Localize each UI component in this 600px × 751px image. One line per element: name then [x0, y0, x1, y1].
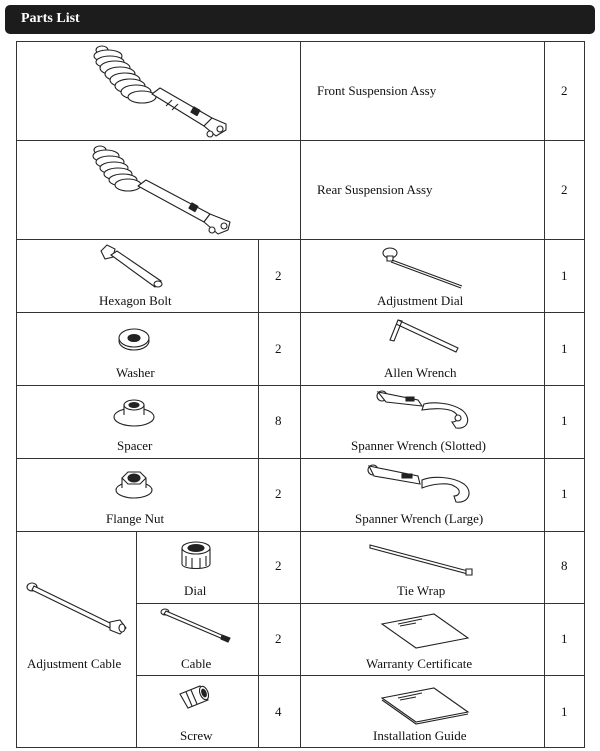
- part-name: Adjustment Cable: [27, 656, 122, 671]
- part-quantity: 1: [561, 486, 568, 501]
- part-quantity: 2: [275, 558, 282, 573]
- front-suspension-icon: [80, 42, 240, 140]
- large-spanner-icon: [364, 462, 476, 506]
- part-name: Washer: [116, 365, 155, 380]
- part-name: Hexagon Bolt: [99, 293, 172, 308]
- part-name: Spanner Wrench (Large): [355, 511, 484, 526]
- dial-icon: [176, 536, 216, 576]
- part-name: Tie Wrap: [397, 583, 446, 598]
- adjustment-cable-icon: [24, 578, 130, 638]
- washer-icon: [114, 325, 154, 353]
- screw-icon: [176, 684, 216, 714]
- adjustment-dial-icon: [378, 244, 468, 292]
- installation-guide-icon: [378, 684, 470, 724]
- part-name: Front Suspension Assy: [317, 83, 437, 98]
- rear-suspension-icon: [80, 142, 240, 240]
- part-quantity: 2: [275, 268, 282, 283]
- flange-nut-icon: [112, 466, 156, 502]
- part-quantity: 2: [561, 182, 568, 197]
- tie-wrap-icon: [368, 543, 478, 579]
- part-name: Warranty Certificate: [366, 656, 473, 671]
- part-quantity: 2: [275, 341, 282, 356]
- cable-icon: [158, 606, 238, 646]
- part-name: Dial: [184, 583, 207, 598]
- part-name: Installation Guide: [373, 728, 467, 743]
- part-quantity: 1: [561, 413, 568, 428]
- part-quantity: 1: [561, 631, 568, 646]
- part-quantity: 2: [275, 631, 282, 646]
- part-name: Cable: [181, 656, 212, 671]
- slotted-spanner-icon: [372, 388, 476, 434]
- part-name: Flange Nut: [106, 511, 165, 526]
- part-name: Spacer: [117, 438, 153, 453]
- spacer-icon: [108, 393, 160, 429]
- part-quantity: 2: [561, 83, 568, 98]
- part-name: Rear Suspension Assy: [317, 182, 433, 197]
- table-cell: [16, 531, 137, 748]
- part-name: Spanner Wrench (Slotted): [351, 438, 486, 453]
- part-quantity: 1: [561, 341, 568, 356]
- page-title: Parts List: [21, 11, 80, 26]
- part-name: Adjustment Dial: [377, 293, 464, 308]
- warranty-certificate-icon: [380, 612, 470, 650]
- part-quantity: 8: [275, 413, 282, 428]
- allen-wrench-icon: [384, 316, 464, 356]
- part-name: Screw: [180, 728, 213, 743]
- hexagon-bolt-icon: [97, 243, 167, 291]
- part-quantity: 4: [275, 704, 282, 719]
- part-quantity: 8: [561, 558, 568, 573]
- part-quantity: 1: [561, 268, 568, 283]
- part-name: Allen Wrench: [384, 365, 457, 380]
- part-quantity: 1: [561, 704, 568, 719]
- part-quantity: 2: [275, 486, 282, 501]
